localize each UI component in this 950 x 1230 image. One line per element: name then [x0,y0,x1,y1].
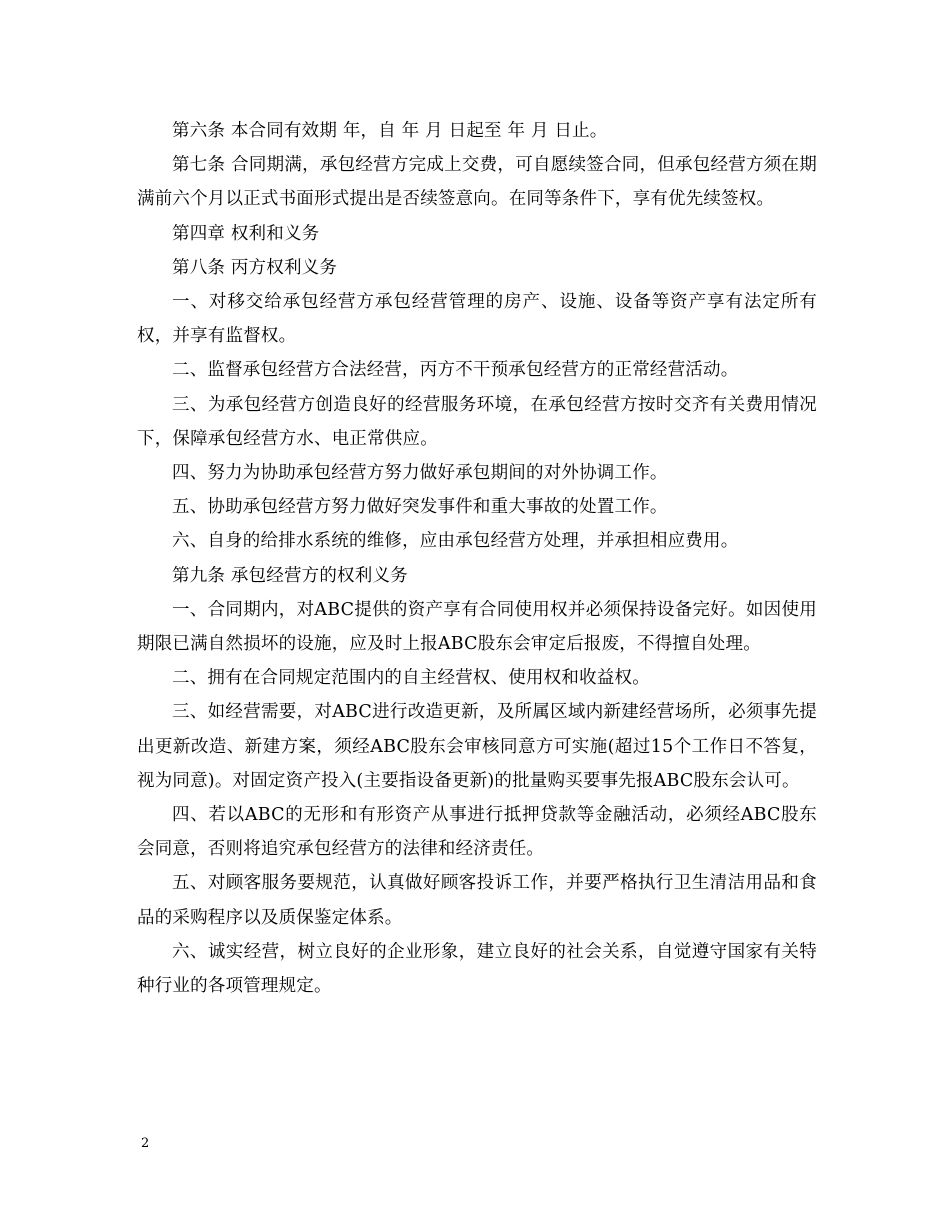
article-8-item-6: 六、自身的给排水系统的维修，应由承包经营方处理，并承担相应费用。 [172,531,739,552]
article-8-item-4: 四、努力为协助承包经营方努力做好承包期间的对外协调工作。 [172,463,668,484]
clause-article-6: 第六条 本合同有效期 年，自 年 月 日起至 年 月 日止。 [172,121,608,141]
clause-article-7: 第七条 合同期满，承包经营方完成上交费，可自愿续签合同，但承包经营方须在期满前六个月以正式书面形式提出是否续签意向。在同等条件下，享有优先续签权。 [137,155,817,210]
page-number: 2 [141,1136,150,1151]
article-8-item-5: 五、协助承包经营方努力做好突发事件和重大事故的处置工作。 [172,497,668,518]
article-9-item-5: 五、对顾客服务要规范，认真做好顾客投诉工作，并要严格执行卫生清洁用品和食品的采购程序以及质保鉴定体系。 [137,873,817,928]
document-body [137,114,817,1003]
article-heading-9: 第九条 承包经营方的权利义务 [172,565,408,586]
article-9-item-1: 一、合同期内，对ABC提供的资产享有合同使用权并必须保持设备完好。如因使用期限已满自然损坏的设施，应及时上报ABC股东会审定后报废，不得擅自处理。 [137,599,817,655]
article-9-item-3: 三、如经营需要，对ABC进行改造更新，及所属区域内新建经营场所，必须事先提出更新改造、新建方案，须经ABC股东会审核同意方可实施(超过15个工作日不答复，视为同意)。对固定资产投入(主要指设备更新)的批量购买要事先报ABC股东会认可。 [137,702,817,791]
article-8-item-2: 二、监督承包经营方合法经营，丙方不干预承包经营方的正常经营活动。 [172,360,739,381]
article-9-item-4: 四、若以ABC的无形和有形资产从事进行抵押贷款等金融活动，必须经ABC股东会同意，否则将追究承包经营方的法律和经济责任。 [137,805,817,860]
article-heading-8: 第八条 丙方权利义务 [172,257,338,278]
chapter-heading: 第四章 权利和义务 [172,223,320,244]
article-8-item-3: 三、为承包经营方创造良好的经营服务环境，在承包经营方按时交齐有关费用情况下，保障承包经营方水、电正常供应。 [137,394,817,449]
article-9-item-6: 六、诚实经营，树立良好的企业形象，建立良好的社会关系，自觉遵守国家有关特种行业的各项管理规定。 [137,941,817,997]
article-8-item-1: 一、对移交给承包经营方承包经营管理的房产、设施、设备等资产享有法定所有权，并享有监督权。 [137,292,817,347]
article-9-item-2: 二、拥有在合同规定范围内的自主经营权、使用权和收益权。 [172,668,650,689]
